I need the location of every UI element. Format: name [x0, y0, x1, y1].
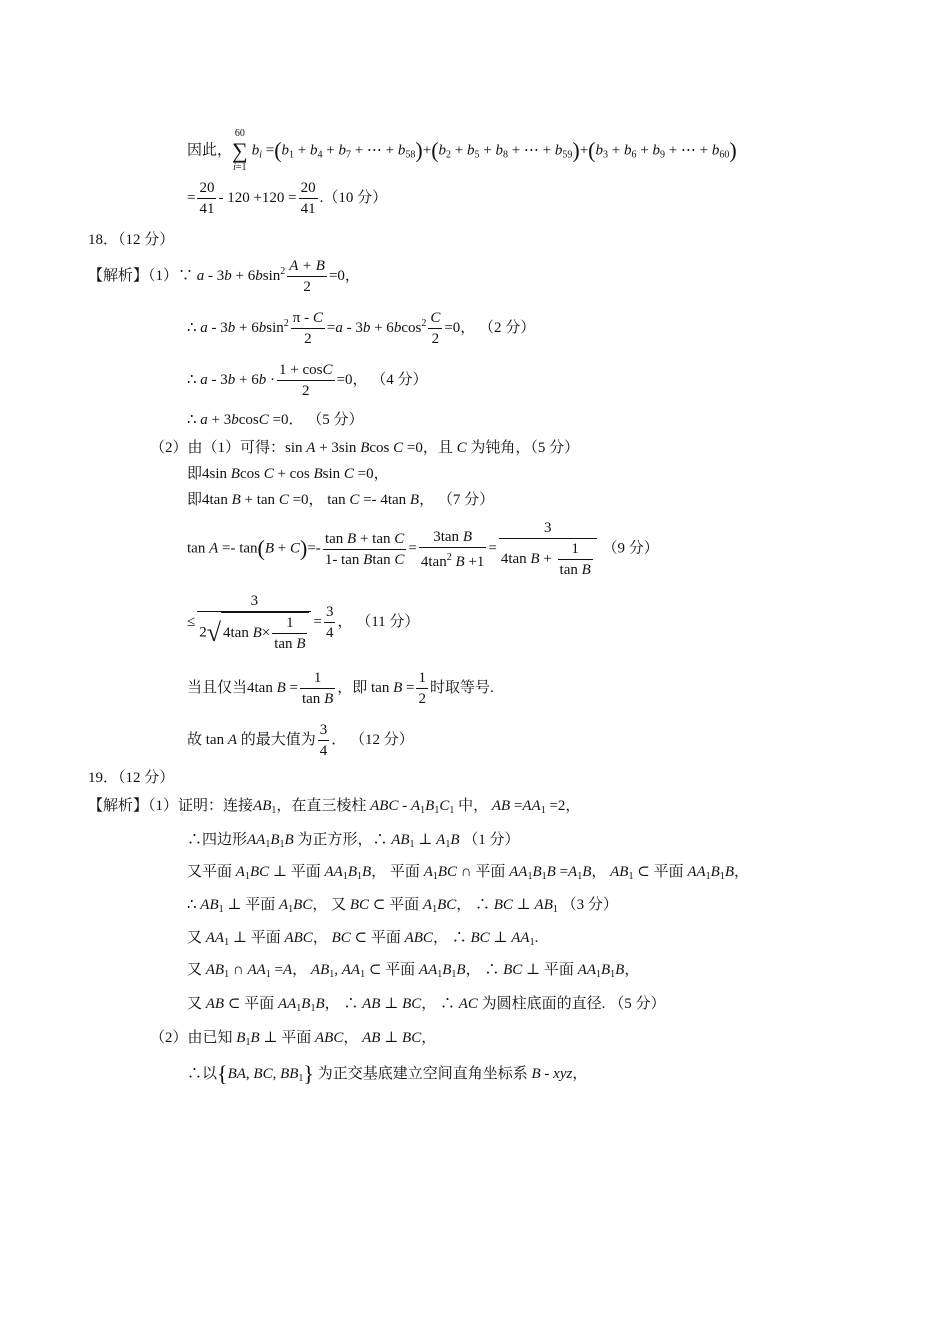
q18-part2-line-4: tan A =- tan(B + C)=- $\frac{\text{tan B + tan C}}{\text{1- tan Btan C}}$ = $\frac{\text{3tan B}}{4\tan^2 B +1}$ = 3 4tan B + $\frac{1}{\text{tan B}}$ （9 分） — [187, 520, 659, 578]
q18-part2-line-3: 即4tan B + tan C =0， tan C =- 4tan B， （7 分） — [187, 492, 495, 508]
q19-line-7: 又 AB ⊂ 平面 $AA_1B_1B$， ∴ AB ⊥ BC， ∴ AC 为圆柱底面的直径. （5 分） — [187, 996, 666, 1014]
q18-line-3: ∴ a - 3b + 6b · $\frac{1 + \cos C}{2}$ =0， （4 分） — [187, 362, 428, 399]
sum-line: 因此， 60 ∑ i=1 $b_i =(b_1 + b_4 + b_7$ + ⋯ + $b_{58})+(b_2 + b_5 + b_8$ + ⋯ + $b_{59})+(b_3 + b_6 + b_9$ + ⋯ + $b_{60}$) — [187, 128, 737, 173]
q19-line-6: 又 $AB_1$ ∩ $AA_1 =A$， $AB_1$, $AA_1$ ⊂ 平面 $AA_1B_1B$， ∴ BC ⊥ 平面 $AA_1B_1B$， — [187, 962, 640, 980]
q19-line-4: ∴ $AB_1$ ⊥ 平面 $A_1BC$， 又 BC ⊂ 平面 $A_1BC$， ∴ BC ⊥ $AB_1$ （3 分） — [187, 897, 618, 915]
q19-line-2: ∴四边形$AA_1B_1B$ 为正方形，∴ $AB_1$ ⊥ $A_1B$ （1 分） — [187, 832, 520, 850]
q19-line-1: 【解析】（1）证明：连接$AB_1$，在直三棱柱 ABC - $A_1B_1C_1$ 中， AB $=AA_1 =2$， — [88, 798, 581, 816]
q18-part2-line-1: （2）由（1）可得：sin A + 3sin Bcos C =0，且 C 为钝角，（5 分） — [150, 440, 580, 456]
q18-heading: 18．（12 分） — [88, 232, 175, 248]
sum-symbol: 60 ∑ i=1 — [232, 128, 248, 173]
q19-part2-line-2: ∴以{BA, BC, $BB_1$} 为正交基底建立空间直角坐标系 B - xyz， — [187, 1061, 588, 1086]
q18-part2-line-2: 即4sin Bcos C + cos Bsin C =0， — [187, 466, 389, 482]
jiexi-label: 【解析】 — [88, 267, 149, 284]
sum-prefix: 因此， — [187, 142, 233, 159]
q18-line-4: ∴ a + 3bcosC =0． （5 分） — [187, 412, 364, 428]
q18-part2-line-5: ≤ 3 2√ 4tan B× $\frac{1}{\text{tan B}}$ = $\frac{3}{4}$ ， （11 分） — [187, 593, 420, 653]
q19-part2-line-1: （2）由已知 $B_1B$ ⊥ 平面 ABC， AB ⊥ BC， — [150, 1030, 437, 1048]
q18-part2-line-6: 当且仅当4tan B = $\frac{1}{\text{tan B}}$ ，即 tan B = $\frac{1}{2}$ 时取等号. — [187, 670, 494, 708]
q18-line-1: 【解析】（1）∵ a - 3b + 6bsin$^2$ $\frac{A + B}{2}$ =0， — [88, 258, 360, 295]
score-10: （10 分） — [323, 189, 388, 206]
q18-part2-line-7: 故 tan A 的最大值为 $\frac{3}{4}$ ． （12 分） — [187, 722, 414, 760]
sum-result-line: = $\frac{20}{41}$ - 120 +120 = $\frac{20}{41}$ .（10 分） — [187, 180, 388, 217]
q19-line-3: 又平面 $A_1BC$ ⊥ 平面 $AA_1B_1B$， 平面 $A_1BC$ ∩ 平面 $AA_1B_1B =A_1B$， $AB_1$ ⊂ 平面 $AA_1B_1B$， — [187, 864, 749, 882]
q19-heading: 19．（12 分） — [88, 770, 175, 786]
q18-line-2: ∴ a - 3b + 6bsin$^2$ $\frac{\pi - C}{2}$ =a - 3b + 6bcos$^2$ $\frac{C}{2}$ =0， （2 分） — [187, 310, 536, 347]
q19-line-5: 又 $AA_1$ ⊥ 平面 ABC， BC ⊂ 平面 ABC， ∴ BC ⊥ $AA_1$. — [187, 930, 539, 948]
